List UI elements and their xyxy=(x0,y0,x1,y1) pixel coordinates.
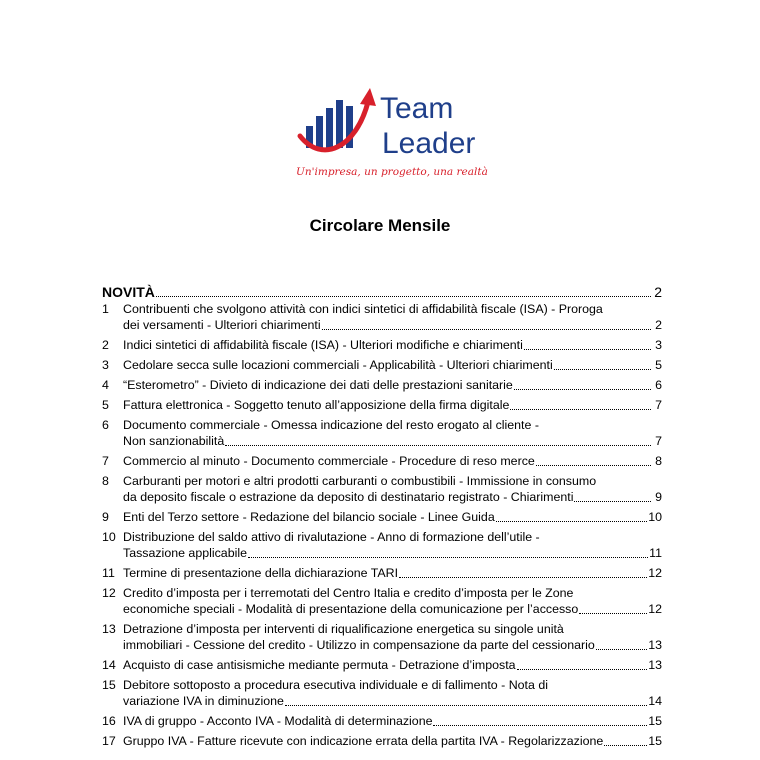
toc-entry-text: Non sanzionabilità xyxy=(123,434,225,448)
toc-entry-last-line xyxy=(123,433,662,449)
toc-entry-text: Cedolare secca sulle locazioni commerciali - Applicabilità - Ulteriori chiarimenti xyxy=(123,358,553,372)
toc-entry-body xyxy=(123,713,662,729)
toc-entry-page: 9 xyxy=(655,490,662,504)
toc-entry-body xyxy=(123,377,662,393)
toc-entry-text: “Esterometro” - Divieto di indicazione dei dati delle prestazioni sanitarie xyxy=(123,378,513,392)
toc-leader-dots xyxy=(399,576,647,578)
toc-entry-last-line xyxy=(123,565,662,581)
toc-entry-body xyxy=(123,565,662,581)
toc-entry-page: 12 xyxy=(648,566,662,580)
toc-entry-page: 7 xyxy=(655,434,662,448)
toc-entry-text: Tassazione applicabile xyxy=(123,546,247,560)
toc-entry-text: da deposito fiscale o estrazione da deposito di destinatario registrato - Chiarimenti xyxy=(123,490,574,504)
toc-entry-last-line xyxy=(123,657,662,673)
toc-entry[interactable] xyxy=(102,377,662,393)
toc-entry[interactable] xyxy=(102,337,662,353)
toc-entry-last-line xyxy=(123,693,662,709)
toc-entry-body xyxy=(123,453,662,469)
toc-leader-dots xyxy=(225,444,651,446)
logo-tagline: Un'impresa, un progetto, una realtà xyxy=(296,166,488,178)
toc-leader-dots xyxy=(596,648,647,650)
toc-entry-text: Documento commerciale - Omessa indicazione del resto erogato al cliente - xyxy=(123,418,539,432)
toc-entry-text: Contribuenti che svolgono attività con indici sintetici di affidabilità fiscale (ISA) - Proroga xyxy=(123,302,603,316)
toc-entry-page: 14 xyxy=(648,694,662,708)
toc-entry-last-line xyxy=(123,357,662,373)
toc-entry-last-line xyxy=(123,337,662,353)
toc-entry-text: Gruppo IVA - Fatture ricevute con indicazione errata della partita IVA - Regolarizzazione xyxy=(123,734,604,748)
toc-entry-number: 2 xyxy=(102,338,109,352)
logo-word-team: Team xyxy=(380,92,454,125)
toc-entry-page: 7 xyxy=(655,398,662,412)
toc-section-page: 2 xyxy=(654,284,662,300)
toc-leader-dots xyxy=(156,295,651,297)
toc-entry[interactable] xyxy=(102,453,662,469)
toc-entry-text: IVA di gruppo - Acconto IVA - Modalità di determinazione xyxy=(123,714,433,728)
toc-entry-last-line xyxy=(123,397,662,413)
toc-entry-last-line xyxy=(123,453,662,469)
toc-entry-number: 16 xyxy=(102,714,116,728)
toc-entry-text: Enti del Terzo settore - Redazione del bilancio sociale - Linee Guida xyxy=(123,510,495,524)
toc-entry-body xyxy=(123,397,662,413)
toc-entry-text: Acquisto di case antisismiche mediante permuta - Detrazione d’imposta xyxy=(123,658,516,672)
toc-entry-last-line xyxy=(123,733,662,749)
toc-entry-text: Commercio al minuto - Documento commerciale - Procedure di reso merce xyxy=(123,454,535,468)
toc-entry-text: Credito d’imposta per i terremotati del Centro Italia e credito d’imposta per le Zone xyxy=(123,586,574,600)
toc-entry-text: Indici sintetici di affidabilità fiscale (ISA) - Ulteriori modifiche e chiarimenti xyxy=(123,338,523,352)
toc-entry-number: 7 xyxy=(102,454,109,468)
toc-entry-text: Carburanti per motori e altri prodotti carburanti o combustibili - Immissione in consumo xyxy=(123,474,597,488)
toc-entry-number: 8 xyxy=(102,474,109,488)
toc-leader-dots xyxy=(510,408,651,410)
toc-entry-number: 12 xyxy=(102,586,116,600)
toc-entry-last-line xyxy=(123,489,662,505)
toc-entry-body xyxy=(123,509,662,525)
toc-entry-text: Termine di presentazione della dichiarazione TARI xyxy=(123,566,399,580)
toc-entry-text: Fattura elettronica - Soggetto tenuto all’apposizione della firma digitale xyxy=(123,398,510,412)
toc-entry-text: Distribuzione del saldo attivo di rivalutazione - Anno di formazione dell’utile - xyxy=(123,530,540,544)
toc-entry-last-line xyxy=(123,317,662,333)
toc-entry[interactable] xyxy=(102,473,662,505)
toc-entry-body xyxy=(123,677,662,709)
toc-entry-page: 12 xyxy=(648,602,662,616)
toc-entry[interactable] xyxy=(102,677,662,709)
toc-entry-last-line xyxy=(123,545,662,561)
toc-entry-last-line xyxy=(123,601,662,617)
toc-entry-page: 15 xyxy=(648,714,662,728)
toc-entry-text: Detrazione d’imposta per interventi di riqualificazione energetica su singole unità xyxy=(123,622,564,636)
toc-entry-number: 4 xyxy=(102,378,109,392)
toc-entry-body xyxy=(123,357,662,373)
toc-leader-dots xyxy=(514,388,651,390)
toc-entry-page: 3 xyxy=(655,338,662,352)
toc-leader-dots xyxy=(248,556,648,558)
toc-entry[interactable] xyxy=(102,301,662,333)
toc-entry-last-line xyxy=(123,637,662,653)
toc-entry-number: 17 xyxy=(102,734,116,748)
toc-entry-body xyxy=(123,417,662,449)
toc-entry-page: 13 xyxy=(648,658,662,672)
toc-leader-dots xyxy=(554,368,651,370)
toc-entry-text: Debitore sottoposto a procedura esecutiva individuale e di fallimento - Nota di xyxy=(123,678,548,692)
toc-entry-page: 13 xyxy=(648,638,662,652)
toc-leader-dots xyxy=(496,520,647,522)
toc-entry-number: 15 xyxy=(102,678,116,692)
toc-entry-body xyxy=(123,621,662,653)
toc-entry[interactable] xyxy=(102,585,662,617)
table-of-contents xyxy=(102,278,662,753)
toc-entry[interactable] xyxy=(102,529,662,561)
toc-entry-number: 3 xyxy=(102,358,109,372)
toc-entry-body xyxy=(123,529,662,561)
toc-entry-number: 1 xyxy=(102,302,109,316)
toc-entry-page: 8 xyxy=(655,454,662,468)
toc-leader-dots xyxy=(524,348,651,350)
toc-entry-page: 5 xyxy=(655,358,662,372)
toc-entry-number: 5 xyxy=(102,398,109,412)
toc-entry-text: economiche speciali - Modalità di presentazione della comunicazione per l’accesso xyxy=(123,602,579,616)
toc-entry[interactable] xyxy=(102,417,662,449)
toc-entry-body xyxy=(123,337,662,353)
toc-section-novita[interactable] xyxy=(102,278,662,300)
toc-entry-last-line xyxy=(123,377,662,393)
toc-leader-dots xyxy=(285,704,647,706)
toc-entry-body xyxy=(123,657,662,673)
toc-entry-text: dei versamenti - Ulteriori chiarimenti xyxy=(123,318,321,332)
toc-entry-page: 2 xyxy=(655,318,662,332)
toc-entry-body xyxy=(123,473,662,505)
toc-entry[interactable] xyxy=(102,397,662,413)
bar-chart-arrow-icon xyxy=(296,86,376,168)
toc-entry[interactable] xyxy=(102,733,662,749)
toc-entry-last-line xyxy=(123,509,662,525)
toc-entry-number: 9 xyxy=(102,510,109,524)
toc-leader-dots xyxy=(604,744,647,746)
logo-word-leader: Leader xyxy=(382,127,476,160)
toc-entry-body xyxy=(123,733,662,749)
toc-entry[interactable] xyxy=(102,657,662,673)
toc-entry-number: 11 xyxy=(102,566,115,580)
toc-entry[interactable] xyxy=(102,357,662,373)
toc-entry[interactable] xyxy=(102,713,662,729)
toc-entry-number: 13 xyxy=(102,622,116,636)
toc-entry-number: 10 xyxy=(102,530,116,544)
toc-entry-body xyxy=(123,585,662,617)
toc-entry-page: 15 xyxy=(648,734,662,748)
toc-leader-dots xyxy=(574,500,651,502)
toc-entry-last-line xyxy=(123,713,662,729)
toc-entry-text: variazione IVA in diminuzione xyxy=(123,694,284,708)
toc-entry-number: 14 xyxy=(102,658,116,672)
team-leader-logo xyxy=(296,86,486,186)
toc-entry-page: 6 xyxy=(655,378,662,392)
toc-leader-dots xyxy=(517,668,648,670)
toc-entry-body xyxy=(123,301,662,333)
document-title: Circolare Mensile xyxy=(309,216,451,235)
toc-entry-number: 6 xyxy=(102,418,109,432)
toc-leader-dots xyxy=(433,724,647,726)
toc-section-label: NOVITÀ xyxy=(102,284,155,300)
toc-entry-text: immobiliari - Cessione del credito - Utilizzo in compensazione da parte del cessionario xyxy=(123,638,595,652)
toc-entry-page: 10 xyxy=(648,510,662,524)
toc-entry-page: 11 xyxy=(649,546,662,560)
toc-leader-dots xyxy=(579,612,647,614)
toc-entry[interactable] xyxy=(102,565,662,581)
toc-entry[interactable] xyxy=(102,509,662,525)
toc-entries xyxy=(102,301,662,749)
toc-leader-dots xyxy=(536,464,651,466)
toc-entry[interactable] xyxy=(102,621,662,653)
toc-leader-dots xyxy=(322,328,651,330)
